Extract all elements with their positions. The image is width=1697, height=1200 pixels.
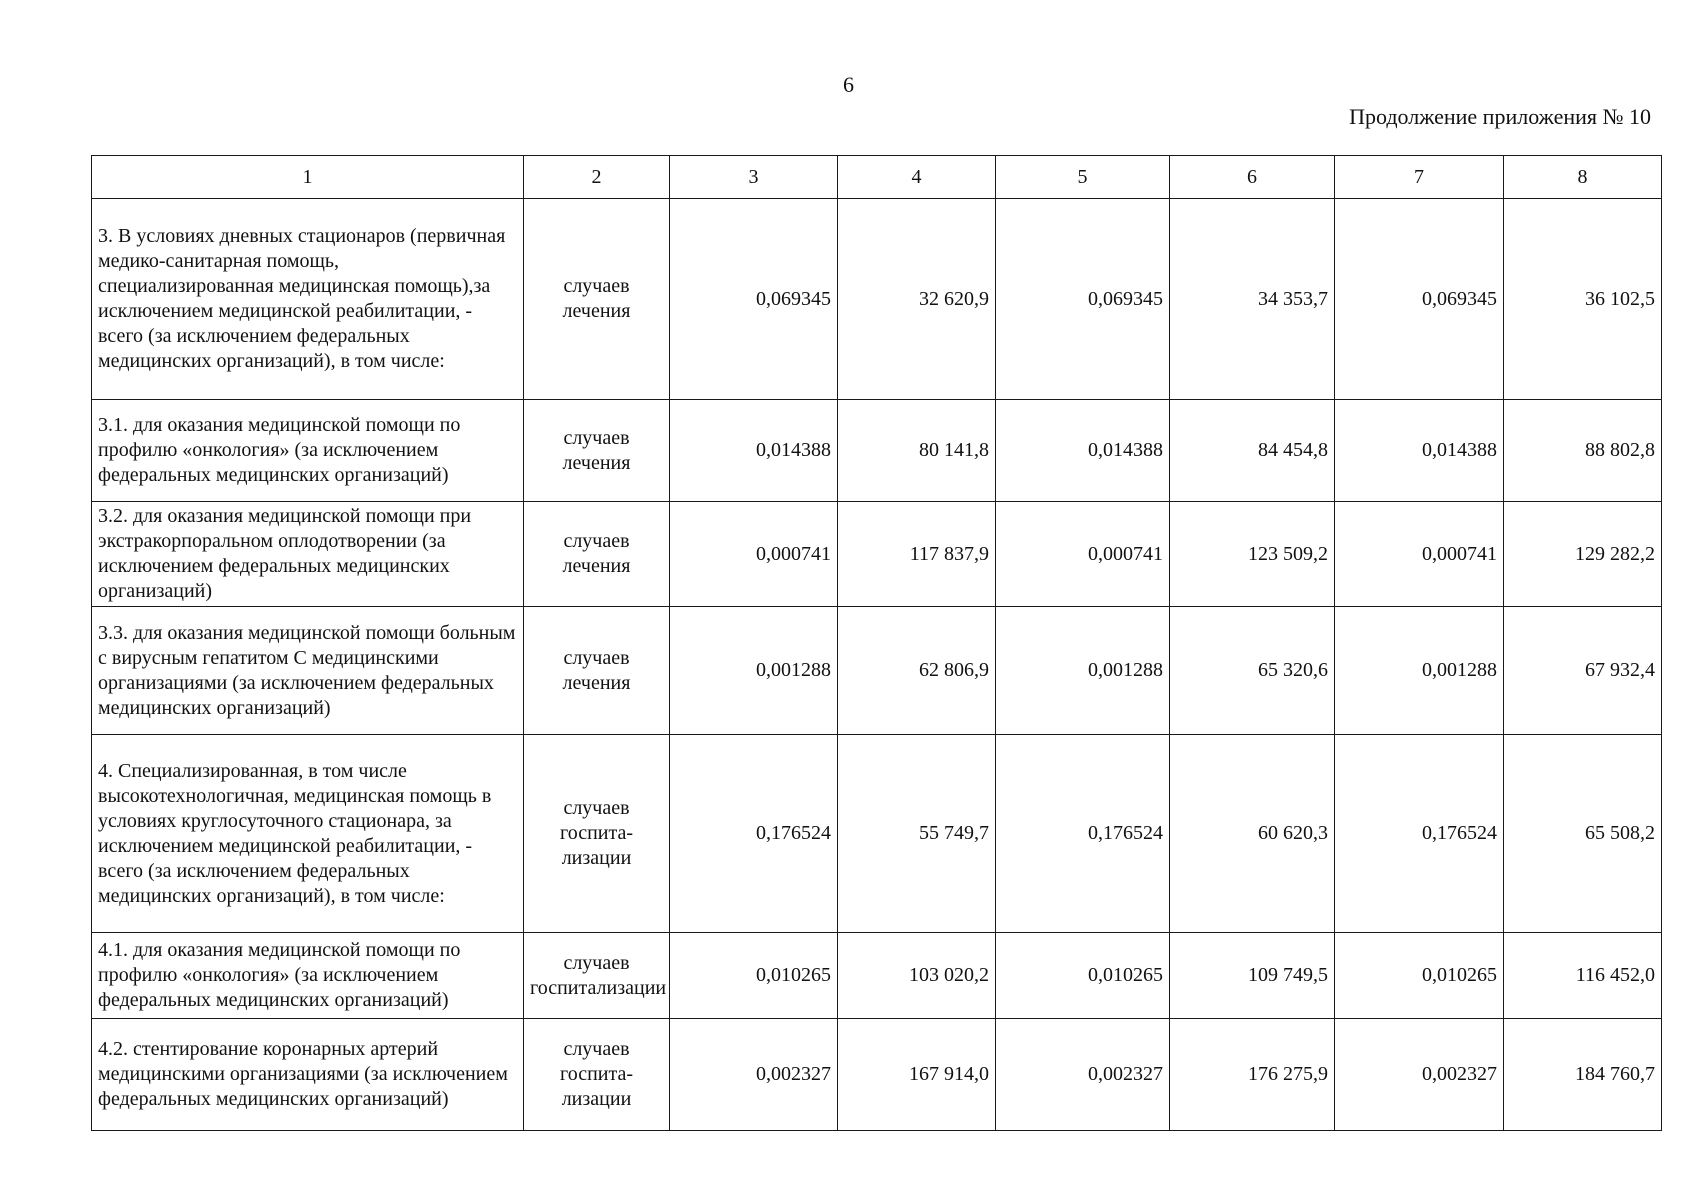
row-unit: случаев лечения (524, 199, 670, 400)
row-value: 0,176524 (670, 735, 838, 933)
column-number-row (92, 156, 1662, 199)
row-value: 0,176524 (1335, 735, 1504, 933)
row-value: 0,069345 (1335, 199, 1504, 400)
row-unit: случаев госпитализации (524, 933, 670, 1019)
row-value: 0,010265 (996, 933, 1170, 1019)
row-value: 0,002327 (670, 1019, 838, 1131)
row-value: 67 932,4 (1504, 607, 1662, 735)
table-row (92, 502, 1662, 607)
row-value: 55 749,7 (838, 735, 996, 933)
column-number: 4 (838, 156, 996, 199)
row-value: 0,010265 (1335, 933, 1504, 1019)
row-value: 65 508,2 (1504, 735, 1662, 933)
row-value: 0,014388 (996, 400, 1170, 502)
row-value: 129 282,2 (1504, 502, 1662, 607)
row-value: 0,069345 (996, 199, 1170, 400)
column-number: 7 (1335, 156, 1504, 199)
row-value: 0,002327 (996, 1019, 1170, 1131)
row-value: 117 837,9 (838, 502, 996, 607)
row-value: 62 806,9 (838, 607, 996, 735)
row-value: 167 914,0 (838, 1019, 996, 1131)
row-value: 176 275,9 (1170, 1019, 1335, 1131)
column-number: 5 (996, 156, 1170, 199)
row-unit: случаев госпита-лизации (524, 735, 670, 933)
row-value: 184 760,7 (1504, 1019, 1662, 1131)
row-value: 116 452,0 (1504, 933, 1662, 1019)
row-value: 123 509,2 (1170, 502, 1335, 607)
table-row (92, 1019, 1662, 1131)
data-table (91, 155, 1662, 1131)
row-value: 0,014388 (1335, 400, 1504, 502)
row-value: 103 020,2 (838, 933, 996, 1019)
row-value: 60 620,3 (1170, 735, 1335, 933)
row-description: 3.1. для оказания медицинской помощи по профилю «онкология» (за исключением федеральных медицинских организаций) (92, 400, 524, 502)
row-value: 0,014388 (670, 400, 838, 502)
appendix-continuation-label: Продолжение приложения № 10 (1349, 104, 1651, 129)
row-value: 0,069345 (670, 199, 838, 400)
column-number: 1 (92, 156, 524, 199)
row-value: 32 620,9 (838, 199, 996, 400)
row-value: 80 141,8 (838, 400, 996, 502)
row-unit: случаев лечения (524, 502, 670, 607)
row-value: 0,000741 (1335, 502, 1504, 607)
row-value: 0,010265 (670, 933, 838, 1019)
row-value: 0,001288 (996, 607, 1170, 735)
row-value: 0,002327 (1335, 1019, 1504, 1131)
row-value: 0,001288 (1335, 607, 1504, 735)
row-value: 34 353,7 (1170, 199, 1335, 400)
row-unit: случаев лечения (524, 607, 670, 735)
row-description: 4.1. для оказания медицинской помощи по профилю «онкология» (за исключением федеральных медицинских организаций) (92, 933, 524, 1019)
table-row (92, 199, 1662, 400)
row-description: 3.2. для оказания медицинской помощи при экстракорпоральном оплодотворении (за исключением федеральных медицинских организаций) (92, 502, 524, 607)
row-value: 88 802,8 (1504, 400, 1662, 502)
row-description: 4.2. стентирование коронарных артерий медицинскими организациями (за исключением федеральных медицинских организаций) (92, 1019, 524, 1131)
column-number: 2 (524, 156, 670, 199)
column-number: 8 (1504, 156, 1662, 199)
row-value: 0,000741 (996, 502, 1170, 607)
row-unit: случаев лечения (524, 400, 670, 502)
row-value: 109 749,5 (1170, 933, 1335, 1019)
row-value: 84 454,8 (1170, 400, 1335, 502)
row-value: 36 102,5 (1504, 199, 1662, 400)
table-row (92, 933, 1662, 1019)
row-value: 0,176524 (996, 735, 1170, 933)
page-number: 6 (843, 72, 854, 97)
row-description: 3.3. для оказания медицинской помощи больным с вирусным гепатитом С медицинскими организациями (за исключением федеральных медицинских организаций) (92, 607, 524, 735)
row-unit: случаев госпита-лизации (524, 1019, 670, 1131)
table-row (92, 400, 1662, 502)
row-value: 0,001288 (670, 607, 838, 735)
table-row (92, 607, 1662, 735)
row-value: 65 320,6 (1170, 607, 1335, 735)
row-description: 3. В условиях дневных стационаров (первичная медико-санитарная помощь, специализированная медицинская помощь),за исключением медицинской реабилитации, - всего (за исключением федеральных медицинских организаций), в том числе: (92, 199, 524, 400)
table-row (92, 735, 1662, 933)
column-number: 3 (670, 156, 838, 199)
column-number: 6 (1170, 156, 1335, 199)
row-value: 0,000741 (670, 502, 838, 607)
row-description: 4. Специализированная, в том числе высокотехнологичная, медицинская помощь в условиях круглосуточного стационара, за исключением медицинской реабилитации, - всего (за исключением федеральных медицинских организаций), в том числе: (92, 735, 524, 933)
